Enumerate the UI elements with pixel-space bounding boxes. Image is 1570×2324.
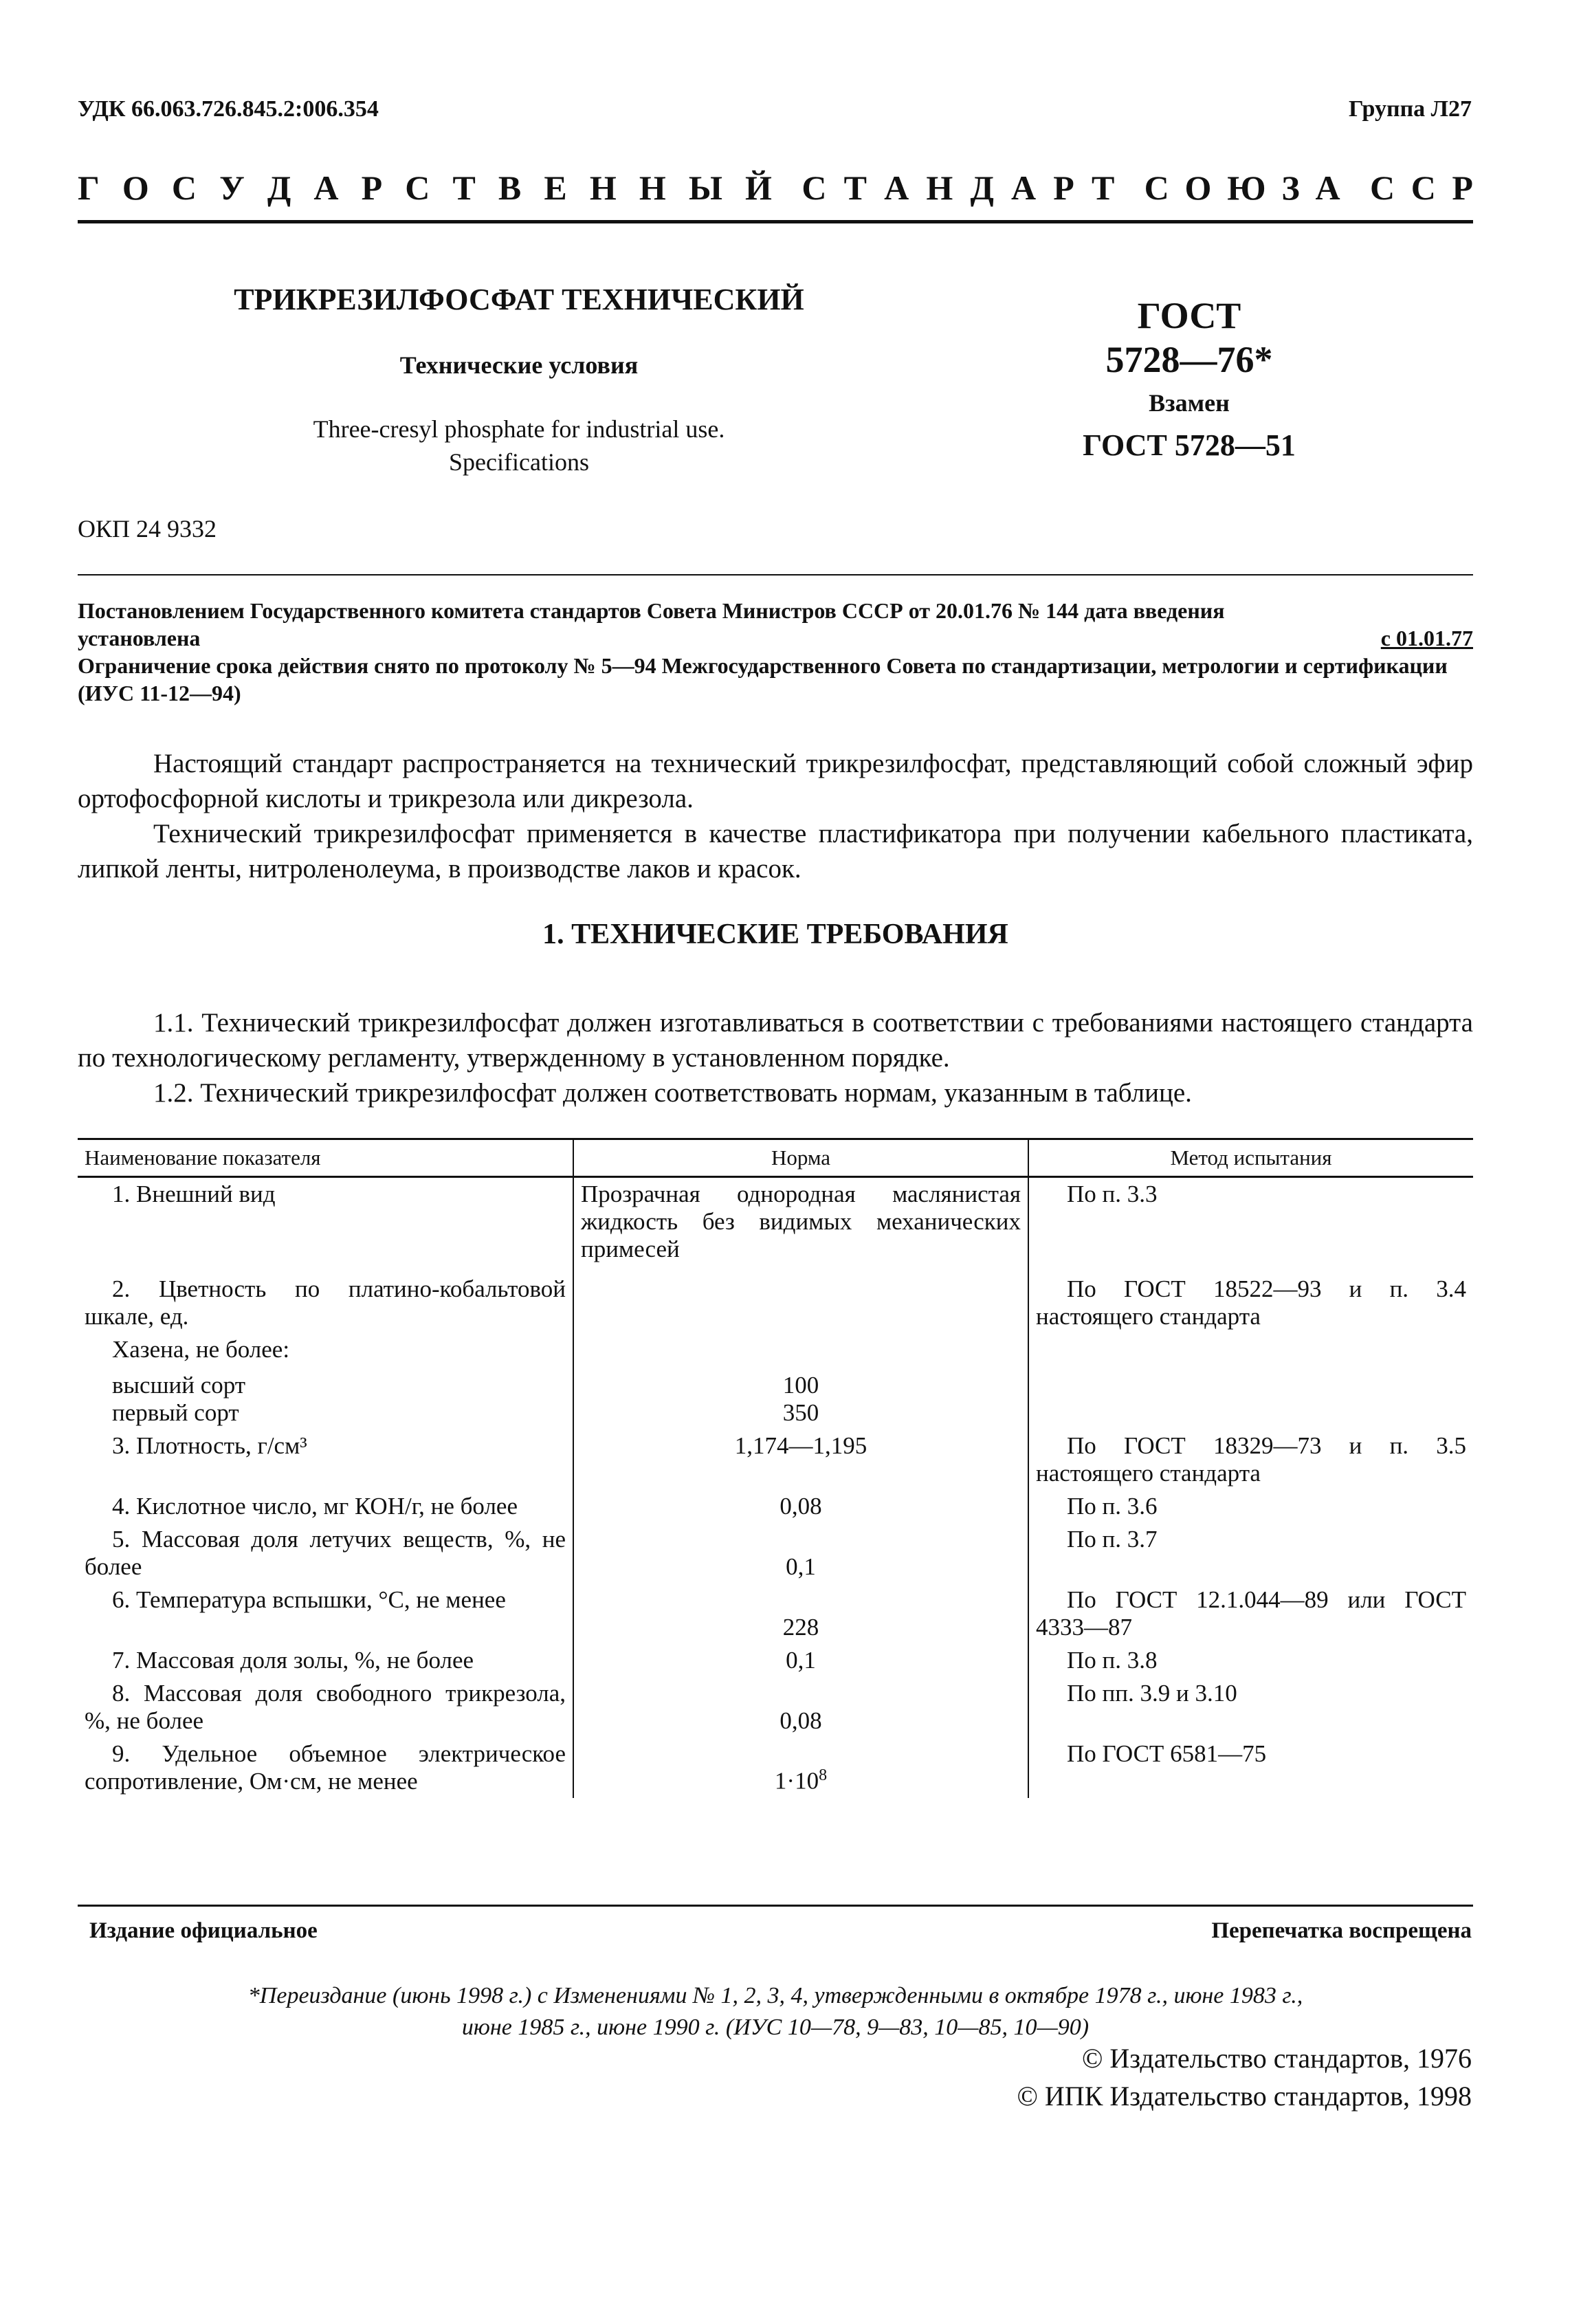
table-row [78,1523,1473,1583]
table-row [78,1333,1473,1366]
indicator-cell: 7. Массовая доля золы, %, не более [78,1644,573,1677]
table-row [78,1399,1473,1429]
table-row [78,1429,1473,1490]
banner-letter: Ы [688,168,722,207]
indicator-cell: 1. Внешний вид [78,1177,573,1267]
method-cell: По п. 3.7 [1067,1526,1158,1553]
decree-established: установлена [78,626,201,650]
norm-cell: 0,08 [573,1490,1028,1523]
requirements-table [78,1138,1473,1798]
header-method: Метод испытания [1028,1139,1473,1177]
table-row [78,1490,1473,1523]
indicator-cell: высший сорт [78,1366,573,1399]
decree-line-1: Постановлением Государственного комитета стандартов Совета Министров СССР от 20.01.76 № 144 дата введения [78,598,1225,623]
banner-letter: Й [745,168,772,207]
english-title-line-2: Specifications [449,448,589,476]
banner-letter: С [405,168,430,207]
method-cell [1028,1366,1473,1399]
banner-letter: Н [589,168,617,207]
banner-letter: О [1184,168,1212,207]
table-row [78,1366,1473,1399]
indicator-cell: 4. Кислотное число, мг КОН/г, не более [78,1490,573,1523]
method-cell: По ГОСТ 12.1.044—89 или ГОСТ 4333—87 [1036,1586,1466,1641]
decree-limitation: Ограничение срока действия снято по протоколу № 5—94 Межгосударственного Совета по стандартизации, метрологии и сертификации (ИУС 11-12—94) [78,653,1448,705]
indicator-cell: 6. Температура вспышки, °С, не менее [78,1583,573,1644]
norm-cell: 100 [573,1366,1028,1399]
banner-letter: Ю [1227,168,1266,207]
indicator-cell: 2. Цветность по платино-кобальтовой шкале, ед. [78,1266,573,1333]
english-title [227,413,811,479]
method-cell: По п. 3.8 [1067,1647,1158,1674]
copyright-1998: © ИПК Издательство стандартов, 1998 [1017,2081,1472,2112]
reissue-note-line-1: *Переиздание (июнь 1998 г.) с Изменениями № 1, 2, 3, 4, утвержденными в октябре 1978 г., июне 1983 г., [247,1983,1303,2008]
indicator-cell: 9. Удельное объемное электрическое сопротивление, Ом·см, не менее [78,1737,573,1798]
indicator-cell: 3. Плотность, г/см³ [78,1429,573,1490]
banner-letter: А [884,168,909,207]
clause-1-2: 1.2. Технический трикрезилфосфат должен соответствовать нормам, указанным в таблице. [153,1078,1192,1108]
table-row [78,1177,1473,1267]
banner-letter: Д [970,168,994,207]
banner-rule [78,220,1473,223]
title-divider [78,574,1473,575]
gost-number: 5728—76* [1105,339,1273,380]
introduction-date: с 01.01.77 [1380,626,1473,650]
intro-paragraph-2: Технический трикрезилфосфат применяется в качестве пластификатора при получении кабельного пластиката, липкой ленты, нитроленолеума, в производстве лаков и красок. [78,819,1473,884]
reissue-note [78,1980,1473,2043]
copyright-1976: © Издательство стандартов, 1976 [1081,2043,1472,2074]
banner-word-3 [1145,168,1340,208]
method-cell [1028,1333,1473,1366]
header-indicator: Наименование показателя [78,1139,573,1177]
replaces-label: Взамен [1149,389,1230,417]
replaced-standard: ГОСТ 5728—51 [1083,428,1296,462]
banner-letter: С [801,168,827,207]
table-row [78,1737,1473,1798]
method-cell [1028,1399,1473,1429]
banner-letter: Р [361,168,383,207]
banner-letter: А [1011,168,1037,207]
norm-cell [573,1333,1028,1366]
banner-letter: Д [267,168,291,207]
norm-cell: 1,174—1,195 [573,1429,1028,1490]
section-heading: 1. ТЕХНИЧЕСКИЕ ТРЕБОВАНИЯ [542,919,1008,950]
indicator-cell: Хазена, не более: [78,1333,573,1366]
banner-letter: С [1411,168,1436,207]
english-title-line-1: Three-cresyl phosphate for industrial use. [313,415,725,443]
banner-letter: С [1369,168,1395,207]
banner-letter: О [122,168,149,207]
header-norm: Норма [573,1139,1028,1177]
method-cell: По ГОСТ 6581—75 [1067,1740,1267,1767]
banner-letter: У [219,168,245,207]
indicator-cell: первый сорт [78,1399,573,1429]
udk-code: УДК 66.063.726.845.2:006.354 [78,96,379,122]
norm-cell: Прозрачная однородная маслянистая жидкость без видимых механических примесей [573,1177,1028,1267]
banner-letter: Т [843,168,867,207]
banner-letter: Е [544,168,567,207]
banner-letter: Р [1452,168,1473,207]
norm-cell: 0,1 [573,1644,1028,1677]
method-cell: По ГОСТ 18329—73 и п. 3.5 настоящего стандарта [1036,1432,1466,1487]
intro-paragraph-1: Настоящий стандарт распространяется на технический трикрезилфосфат, представляющий собой сложный эфир ортофосфорной кислоты и трикрезола или дикрезола. [78,749,1473,813]
banner-word-2 [801,168,1114,208]
clause-1-1: 1.1. Технический трикрезилфосфат должен изготавливаться в соответствии с требованиями настоящего стандарта по технологическому регламенту, утвержденному в установленном порядке. [78,1008,1473,1073]
reissue-note-line-2: июне 1985 г., июне 1990 г. (ИУС 10—78, 9—83, 10—85, 10—90) [461,2015,1090,2040]
banner-letter: А [1315,168,1340,207]
banner-letter: С [171,168,197,207]
table-bottom-rule [78,1905,1473,1907]
banner-letter: Н [926,168,953,207]
banner-letter: С [1144,168,1169,207]
banner-letter: Н [639,168,666,207]
norm-cell [573,1266,1028,1333]
banner-word-4 [1370,168,1473,208]
banner-letter: Т [452,168,476,207]
norm-cell: 228 [573,1583,1028,1644]
table-row [78,1677,1473,1737]
norm-cell: 0,1 [573,1523,1028,1583]
banner-word-1 [78,168,772,208]
document-subtitle: Технические условия [399,351,639,379]
banner-letter: З [1281,168,1300,207]
norm-base: 1·10 [774,1768,819,1795]
method-cell: По пп. 3.9 и 3.10 [1067,1680,1237,1707]
banner-letter: Г [78,168,100,207]
norm-exponent: 8 [819,1766,828,1785]
method-cell: По п. 3.3 [1067,1181,1158,1207]
reprint-forbidden: Перепечатка воспрещена [1211,1918,1472,1943]
table-row [78,1644,1473,1677]
banner-letter: А [313,168,339,207]
norm-cell: 350 [573,1399,1028,1429]
banner-letter: Р [1053,168,1074,207]
okp-code: ОКП 24 9332 [78,515,217,542]
decree-line-2 [78,624,1473,652]
norm-cell: 0,08 [573,1677,1028,1737]
method-cell: По ГОСТ 18522—93 и п. 3.4 настоящего стандарта [1036,1275,1466,1330]
table-row [78,1266,1473,1333]
table-header-row [78,1139,1473,1177]
standard-banner [78,168,1473,208]
banner-letter: В [498,168,522,207]
indicator-cell: 8. Массовая доля свободного трикрезола, %, не более [78,1677,573,1737]
official-edition: Издание официальное [89,1918,318,1943]
document-title: ТРИКРЕЗИЛФОСФАТ ТЕХНИЧЕСКИЙ [234,283,804,316]
indicator-cell: 5. Массовая доля летучих веществ, %, не более [78,1523,573,1583]
group-code: Группа Л27 [1349,96,1472,122]
table-row [78,1583,1473,1644]
banner-letter: Т [1091,168,1115,207]
gost-label: ГОСТ [1137,295,1241,336]
norm-cell [573,1737,1028,1798]
method-cell: По п. 3.6 [1067,1493,1158,1520]
